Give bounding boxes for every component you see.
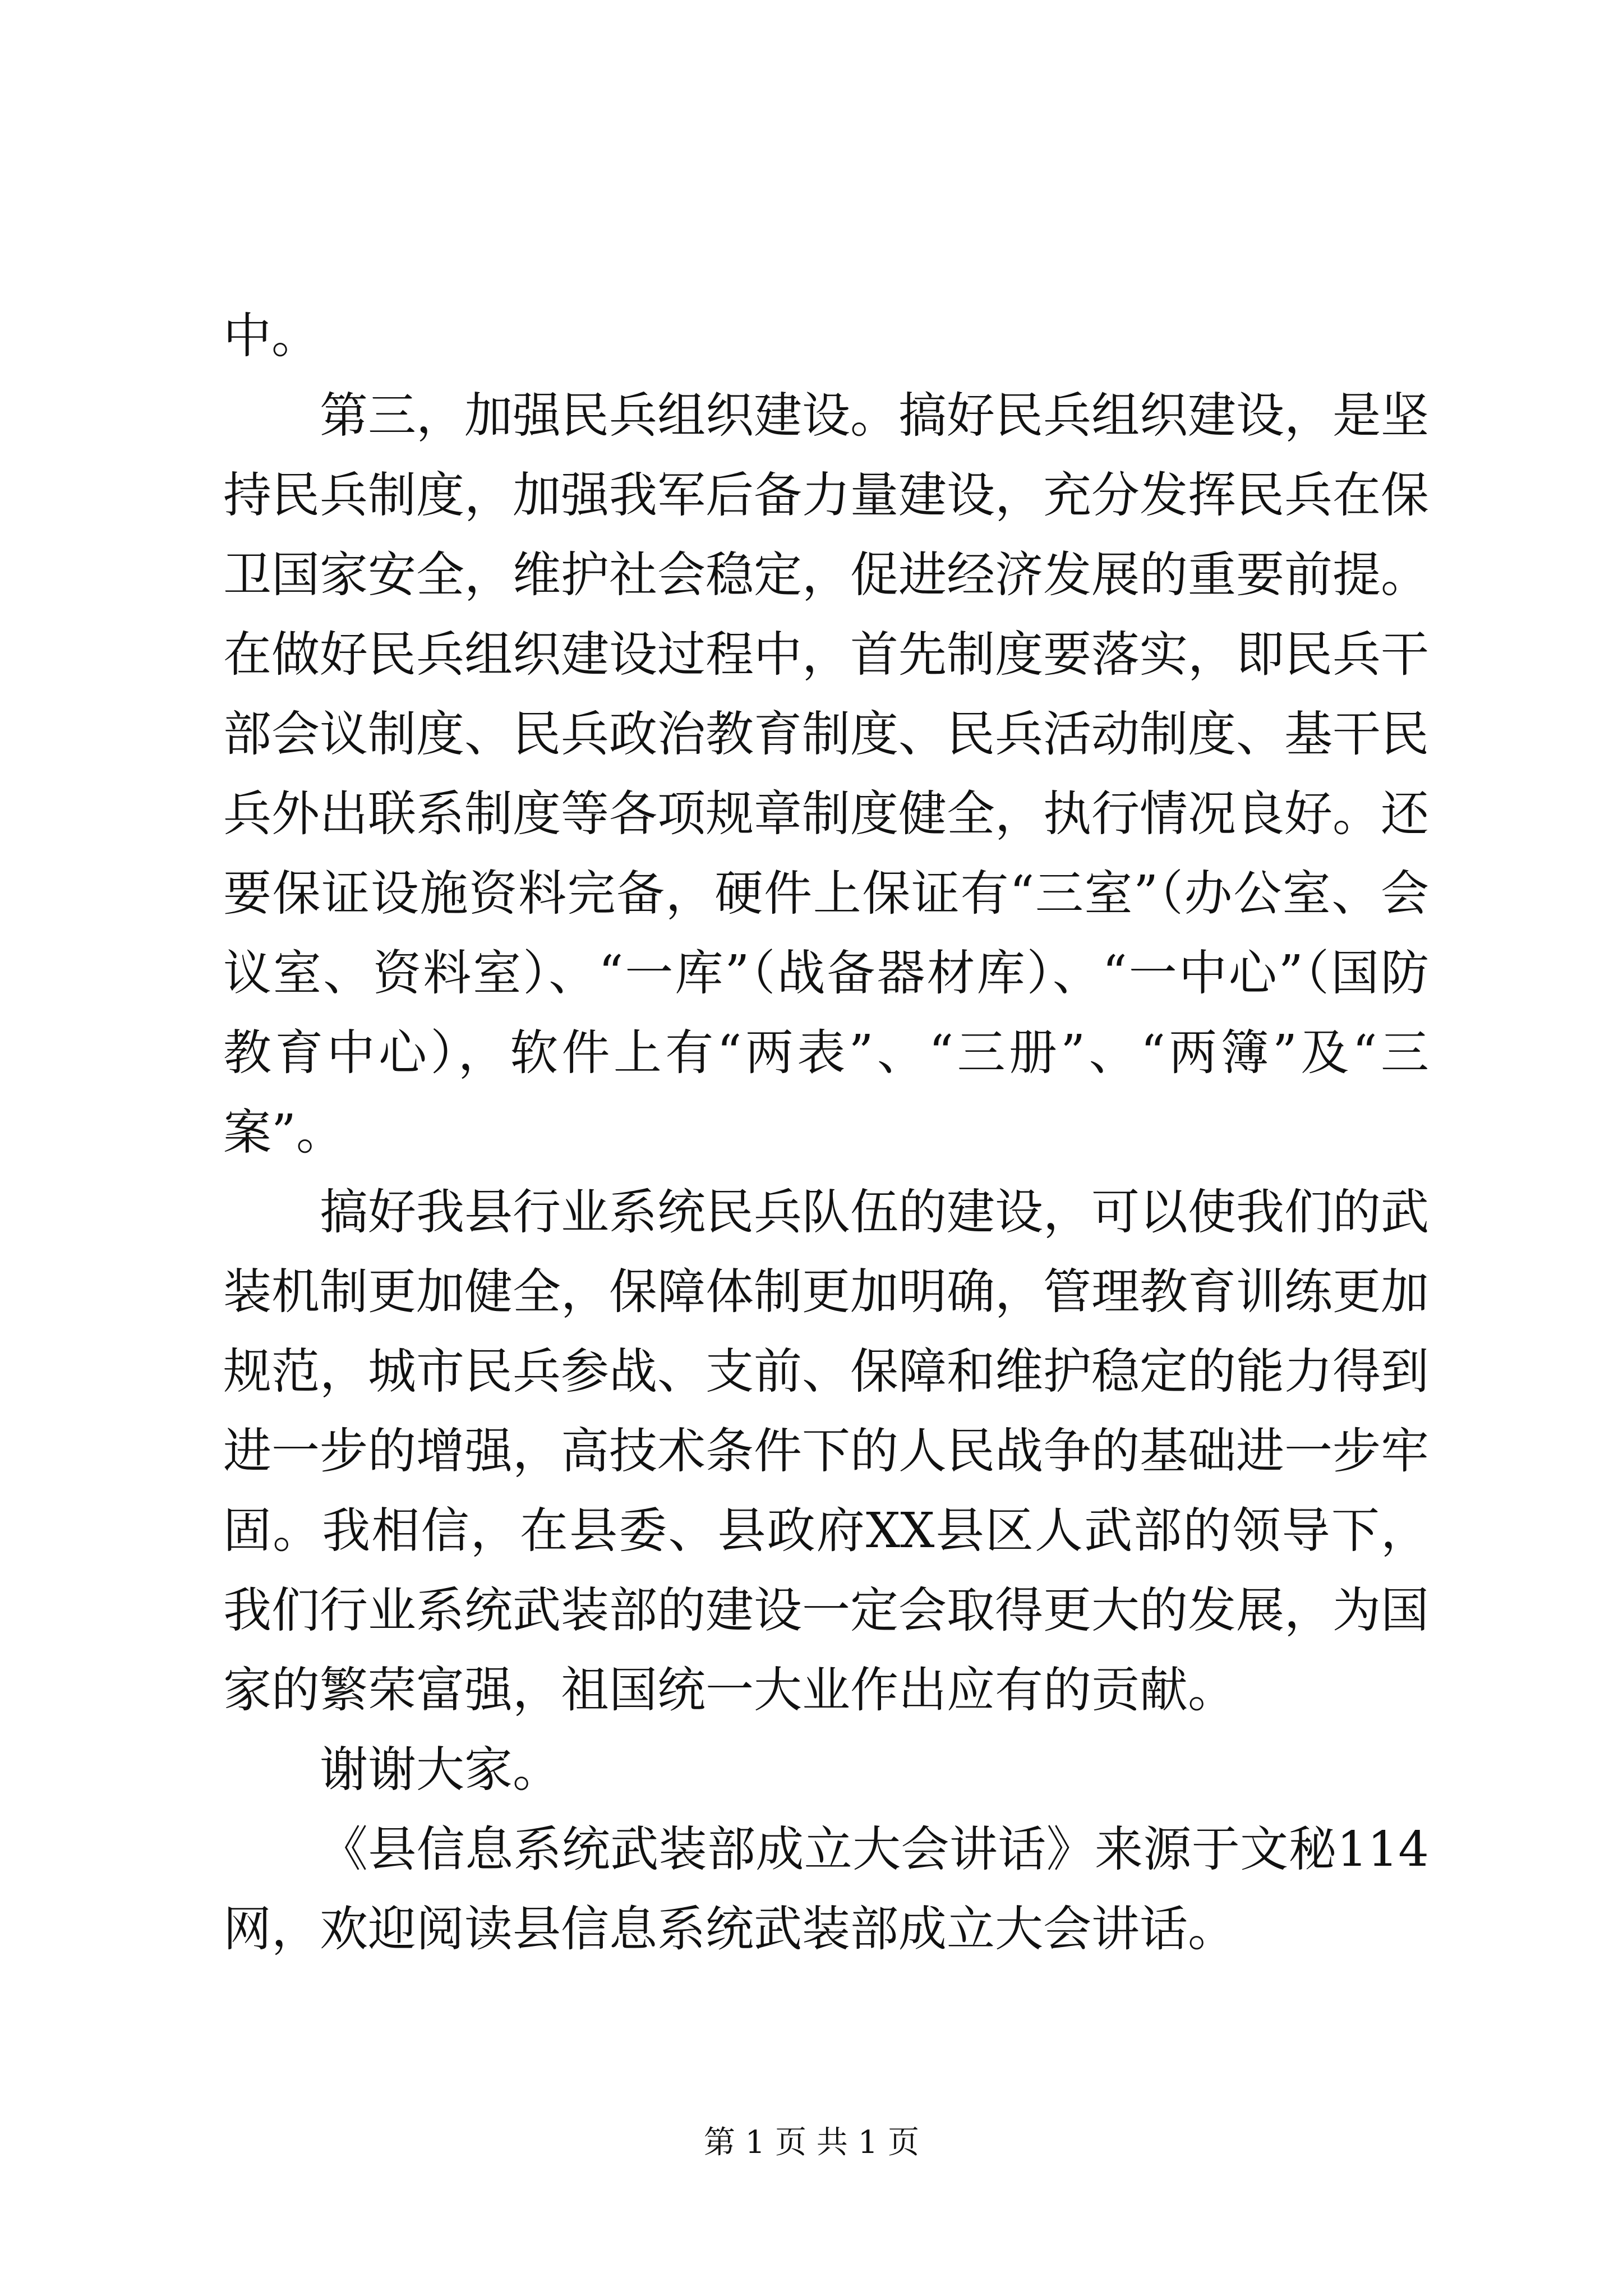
paragraph-source-note: 《县信息系统武装部成立大会讲话》来源于文秘114网，欢迎阅读县信息系统武装部成立大会讲话。	[223, 1821, 1429, 1957]
page-footer	[0, 2120, 1623, 2165]
paragraph-militia-construction: 搞好我县行业系统民兵队伍的建设，可以使我们的武装机制更加健全，保障体制更加明确，管理教育训练更加规范，城市民兵参战、支前、保障和维护稳定的能力得到进一步的增强，高技术条件下的人民战争的基础进一步牢固。我相信，在县委、县政府XX县区人武部的领导下，我们行业系统武装部的建设一定会取得更大的发展，为国家的繁荣富强，祖国统一大业作出应有的贡献。	[223, 1184, 1429, 1718]
paragraph-thanks: 谢谢大家。	[320, 1742, 561, 1798]
page-number-label: 第 1 页 共 1 页	[703, 2124, 920, 2161]
document-body	[223, 296, 1429, 1969]
paragraph-militia-organization: 第三，加强民兵组织建设。搞好民兵组织建设，是坚持民兵制度，加强我军后备力量建设，充分发挥民兵在保卫国家安全，维护社会稳定，促进经济发展的重要前提。在做好民兵组织建设过程中，首先制度要落实，即民兵干部会议制度、民兵政治教育制度、民兵活动制度、基干民兵外出联系制度等各项规章制度健全，执行情况良好。还要保证设施资料完备，硬件上保证有“三室”（办公室、会议室、资料室）、“一库”（战备器材库）、“一中心”（国防教育中心），软件上有“两表”、“三册”、“两簿”及“三案”。	[223, 388, 1429, 1161]
paragraph-continuation: 中。	[223, 308, 320, 364]
